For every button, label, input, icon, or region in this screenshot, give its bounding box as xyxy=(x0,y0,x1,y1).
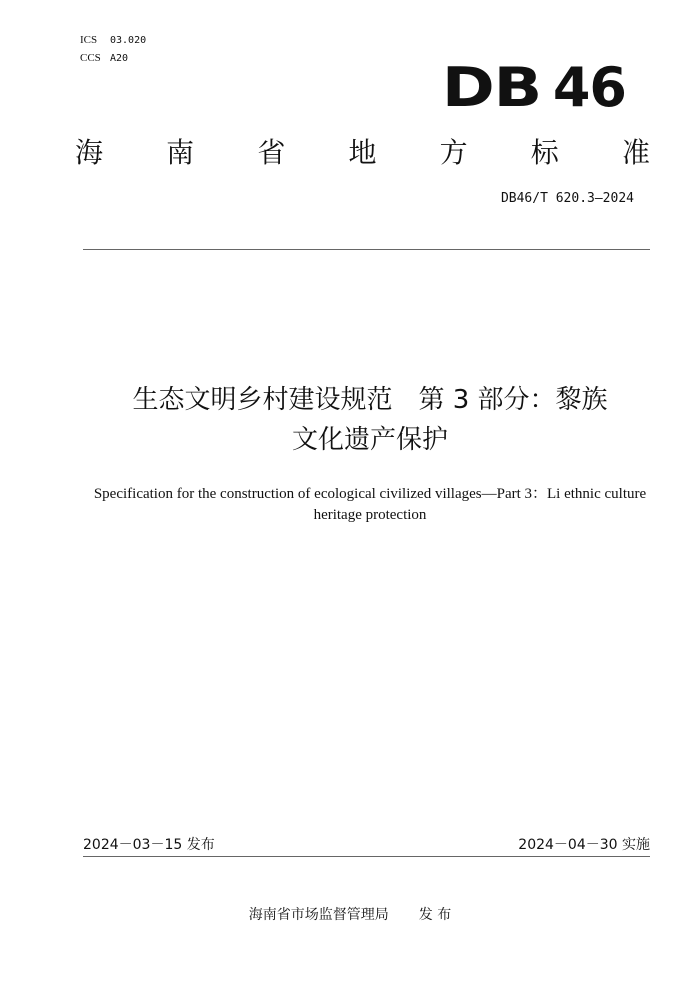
standard-kind-char: 海 xyxy=(75,136,104,169)
standard-number: DB46/T 620.3—2024 xyxy=(500,191,634,206)
logo-letters: DB xyxy=(441,56,541,119)
issuer-name: 海南省市场监督管理局 xyxy=(248,907,389,923)
issue-word: 发 布 xyxy=(418,907,452,923)
ccs-value: A20 xyxy=(110,53,129,64)
footer-divider xyxy=(83,856,650,857)
title-cn-line-2: 文化遗产保护 xyxy=(291,425,448,455)
standard-kind-char: 方 xyxy=(439,136,468,169)
standard-kind-char: 省 xyxy=(257,136,286,169)
ccs-label: CCS xyxy=(80,52,101,64)
standard-kind-char: 标 xyxy=(530,136,559,169)
standard-kind-char: 地 xyxy=(348,136,377,169)
issue-date: 2024－03－15 发布 xyxy=(83,837,215,853)
standard-kind-char: 南 xyxy=(166,136,195,169)
ics-value: 03.020 xyxy=(110,35,147,46)
logo-number: 46 xyxy=(552,56,626,119)
standard-kind-heading xyxy=(75,136,650,170)
ccs-code xyxy=(80,52,128,65)
ics-code xyxy=(80,34,146,47)
implementation-date: 2024－04－30 实施 xyxy=(518,837,650,853)
standard-kind-char: 准 xyxy=(621,136,650,169)
ics-label: ICS xyxy=(80,34,98,46)
db46-logo xyxy=(441,56,626,119)
document-title-chinese xyxy=(40,380,700,460)
title-cn-line-1: 生态文明乡村建设规范 第 3 部分：黎族 xyxy=(132,385,608,415)
header-divider xyxy=(83,249,650,250)
document-title-english: Specification for the construction of ecological civilized villages—Part 3：Li ethnic culture heritage protection xyxy=(93,486,647,523)
issuing-authority xyxy=(0,904,700,924)
